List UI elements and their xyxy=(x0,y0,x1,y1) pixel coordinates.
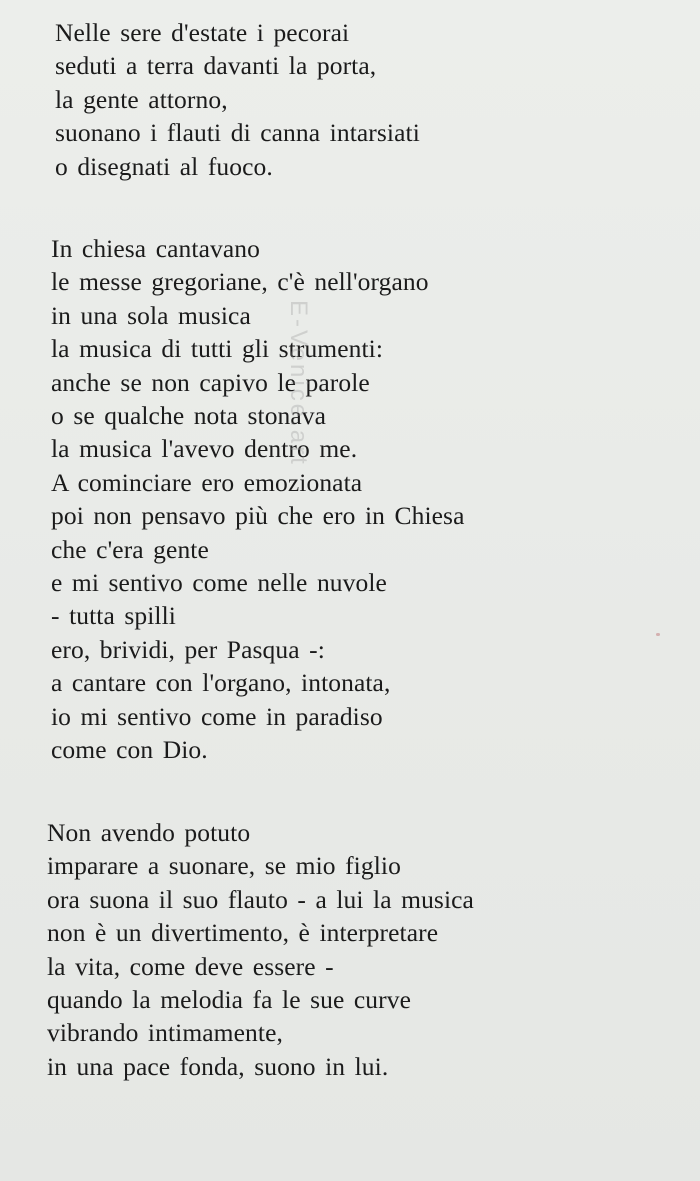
poem-line: imparare a suonare, se mio figlio xyxy=(47,851,401,881)
poem-line: o se qualche nota stonava xyxy=(51,401,327,431)
poem-line: A cominciare ero emozionata xyxy=(51,467,363,497)
poem-line: quando la melodia fa le sue curve xyxy=(47,985,411,1015)
poem-line: poi non pensavo più che ero in Chiesa xyxy=(51,501,465,531)
poem-line: - tutta spilli xyxy=(51,601,176,631)
poem-line: come con Dio. xyxy=(51,735,208,765)
poem-line: la musica l'avevo dentro me. xyxy=(51,434,358,464)
poem-line: Nelle sere d'estate i pecorai xyxy=(55,18,350,47)
poem-line: anche se non capivo le parole xyxy=(51,367,370,397)
poem-line: ora suona il suo flauto - a lui la musica xyxy=(47,884,474,914)
poem-line: Non avendo potuto xyxy=(47,818,251,847)
poem-line: la vita, come deve essere - xyxy=(47,951,334,981)
poem-line: In chiesa cantavano xyxy=(51,234,260,263)
watermark: E-Venice.art xyxy=(285,300,312,467)
poem-line: che c'era gente xyxy=(51,534,209,564)
poem-line: non è un divertimento, è interpretare xyxy=(47,918,439,948)
poem-line: e mi sentivo come nelle nuvole xyxy=(51,568,387,598)
poem-line: in una sola musica xyxy=(51,300,251,330)
poem-line: o disegnati al fuoco. xyxy=(55,151,273,181)
stanza-3 xyxy=(47,816,474,1083)
poem-line: in una pace fonda, suono in lui. xyxy=(47,1051,389,1081)
poem-line: le messe gregoriane, c'è nell'organo xyxy=(51,267,429,297)
poem-line: la musica di tutti gli strumenti: xyxy=(51,334,384,364)
poem-line: a cantare con l'organo, intonata, xyxy=(51,668,391,698)
paper-speck xyxy=(656,633,660,636)
poem-line: ero, brividi, per Pasqua -: xyxy=(51,634,325,664)
poem-line: vibrando intimamente, xyxy=(47,1018,283,1048)
stanza-1 xyxy=(55,16,420,183)
poem-line: suonano i flauti di canna intarsiati xyxy=(55,118,420,148)
stanza-2 xyxy=(51,232,465,767)
poem-line: io mi sentivo come in paradiso xyxy=(51,701,383,731)
poem-line: seduti a terra davanti la porta, xyxy=(55,51,377,81)
poem-line: la gente attorno, xyxy=(55,84,228,114)
